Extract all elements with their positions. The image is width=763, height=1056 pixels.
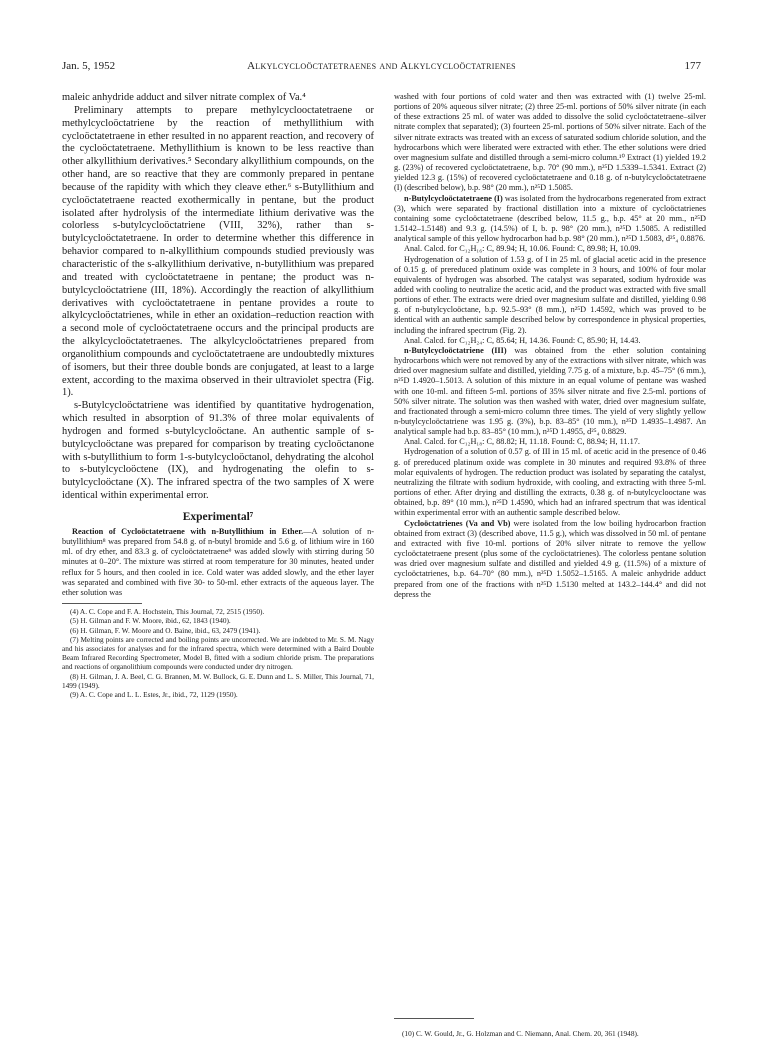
paragraph [394, 346, 706, 437]
footnote: (8) H. Gilman, J. A. Beel, C. G. Brannen, M. W. Bullock, G. E. Dunn and L. S. Miller, This Journal, 71, 1499 (1949). [62, 671, 374, 690]
experimental-text [62, 527, 374, 598]
paragraph-text: were isolated from the low boiling hydrocarbon fraction obtained from extract (3) (described above, 11.5 g.), which was dissolved in 50 ml. of pentane and extracted with five 10-ml. portions of 20% silver nitrate to remove the yellow cycloöctatetraene present (plus some of the cycloöctatrienes). The colorless pentane solution was dried over magnesium sulfate and distilled and yielded 4.9 g. (11.5%) of a mixture of cycloöctatrienes, b.p. 64–70° (80 mm.), n²⁵D 1.5052–1.5165. A maleic anhydride adduct prepared from one of the fractions with n²⁵D 1.5130 melted at 143.2–144.4° and did not depress the [394, 518, 706, 599]
footnotes [62, 607, 374, 699]
running-head-date: Jan. 5, 1952 [62, 60, 116, 72]
compound-heading: n-Butylcycloöctatetraene (I) [404, 193, 503, 203]
running-head-title: Alkylcycloöctatetraenes and Alkylcycloöctatrienes [247, 60, 516, 72]
footnote: (6) H. Gilman, F. W. Moore and O. Baine, ibid., 63, 2479 (1941). [70, 625, 261, 635]
paragraph: maleic anhydride adduct and silver nitrate complex of Va.⁴ [62, 92, 306, 103]
paragraph-text: was isolated from the hydrocarbons regenerated from extract (3), which were separated by fractional distillation into a mixture of cycloöctatrienes containing some cycloöctatetraene (described below, 11.5 g., b.p. 45° at 20 mm., n²⁵D 1.5142–1.5148) and 9.3 g. (14.5%) of I, b. p. 98° (20 mm.), n²⁵D 1.5085. A redistilled analytical sample of this yellow hydrocarbon had b.p. 98° (20 mm.), n²⁵D 1.5083, d²⁵₄ 0.8876. [394, 193, 706, 244]
footnote: (7) Melting points are corrected and boiling points are uncorrected. We are indebted to Mr. S. M. Nagy and his associates for analyses and for the infrared spectra, which were determined with a Baird Double Beam Infrared Recording Spectrometer, Model B, fitted with a sodium chloride prism. The preparations and reactions of organolithium compounds were conducted under dry nitrogen. [62, 634, 374, 672]
footnote: (9) A. C. Cope and L. L. Estes, Jr., ibid., 72, 1129 (1950). [70, 689, 238, 699]
paragraph: s-Butylcycloöctatriene was identified by quantitative hydrogenation, which resulted in absorption of 91.3% of three molar equivalents of hydrogen and formed s-butylcycloöctane. An authentic sample of s-butylcycloöctane was prepared for comparison by treating cycloöctanone with s-butyllithium to form 1-s-butylcycloöctanol, dehydrating the alcohol to s-butylcycloöctene (IX), and hydrogenating the olefin to s-butylcycloöctane (X). The infrared spectra of the two samples of X were identical within experimental error. [62, 400, 374, 502]
paragraph: Hydrogenation of a solution of 1.53 g. of I in 25 ml. of glacial acetic acid in the presence of 0.15 g. of prereduced platinum oxide was complete in 3 hours, and 100% of four molar equivalents of hydrogen was absorbed. The catalyst was separated, sodium hydroxide was added with cooling to neutralize the acetic acid, and the product was extracted with five small portions of ether. The extracts were dried over magnesium sulfate and distilled, yielding 0.98 g. of n-butylcycloöctane, b.p. 92.5–93° (8 mm.), n²⁵D 1.4592, which was proved to be identical with an authentic sample described below by correspondence in physical properties, including the infrared spectrum (Fig. 2). [394, 254, 706, 335]
analysis-line: Anal. Calcd. for C₁₂H₂₄: C, 85.64; H, 14.36. Found: C, 85.90; H, 14.43. [404, 335, 641, 345]
compound-heading: n-Butylcycloöctatriene (III) [404, 345, 507, 355]
footnote: (4) A. C. Cope and F. A. Hochstein, This Journal, 72, 2515 (1950). [70, 607, 265, 617]
running-head [62, 60, 701, 74]
paragraph: washed with four portions of cold water and then was extracted with (1) twelve 25-ml. portions of 20% aqueous silver nitrate; (2) three 25-ml. portions of 50% silver nitrate (in each of these extractions 25 ml. of water was added to dissolve the solid cycloöctatetraene–silver nitrate complex that separated); (3) fourteen 25-ml. portions of 50% silver nitrate. Each of the silver nitrate extracts was treated with an excess of saturated sodium chloride solution, and the hydrocarbons which were liberated were extracted with ether. The ether solutions were dried over magnesium sulfate and distilled through a semi-micro column.¹⁰ Extract (1) yielded 19.2 g. (23%) of recovered cycloöctatetraene, b.p. 70° (90 mm.), n²⁵D 1.5339–1.5341. Extract (2) yielded 12.3 g. (15%) of recovered cycloöctatetraene and 0.18 g. of n-butylcycloöctatetraene (I) (described below), b.p. 98° (20 mm.), n²⁵D 1.5085. [394, 92, 706, 193]
right-column [394, 92, 706, 600]
section-heading: Experimental⁷ [182, 511, 254, 523]
footnote: (5) H. Gilman and F. W. Moore, ibid., 62, 1843 (1940). [70, 616, 231, 626]
compound-heading: Cycloöctatrienes (Va and Vb) [404, 518, 511, 528]
page-number: 177 [684, 60, 701, 72]
analysis-line: Anal. Calcd. for C₁₂H₁₆: C, 89.94; H, 10.06. Found: C, 89.98; H, 10.09. [404, 244, 641, 254]
paragraph: Preliminary attempts to prepare methylcyclooctatetraene or methylcycloöctatriene by the reaction of methyllithium with cycloöctatetraene in ether resulted in no apparent reaction, and recovery of the cycloöctatetraene. Methyllithium is known to be less reactive than other alkyllithium derivatives.⁵ Secondary alkyllithium compounds, on the other hand, are so reactive that they are commonly prepared in pentane because of the rapidity with which they cleave ether.⁶ s-Butyllithium and cycloöctatetraene reacted exothermically in pentane, but the product isolated after hydrolysis of the intermediate lithium derivative was the colorless s-butylcycloöctatriene (VIII, 32%), rather than s-butylcycloöctatetraene. In order to determine whether this difference in behavior compared to n-alkyllithium compounds studied previously was characteristic of the s-alkyllithium derivative, n-butyllithium was prepared and treated with cycloöctatetraene in pentane; the product was n-butylcycloöctatriene (III, 18%). Accordingly the reaction of alkyllithium derivatives with cycloöctatetraene in pentane provides a route to alkylcycloöctatrienes, while in ether an oxidation–reduction reaction with a second mole of cycloöctatetraene occurs and the principal products are the alkylcycloöctatetraenes. The alkylcycloöctatrienes prepared from organolithium compounds and cycloöctatetraene are undoubtedly mixtures of isomers, but their three double bonds are conjugated, at least to a large extent, according to the maxima observed in their ultraviolet spectra (Fig. 1). [62, 104, 374, 399]
paragraph [394, 519, 706, 600]
paragraph-text: was obtained from the ether solution containing hydrocarbons which were not removed by any of the extractions with silver nitrate, which was dried over magnesium sulfate and distilled, yielding 7.75 g. of a mixture, b.p. 45–75° (6 mm.), n²⁵D 1.4920–1.5013. A solution of this mixture in an equal volume of pentane was washed with one 10-ml. and fifteen 5-ml. portions of 35% silver nitrate and five 2.5-ml. portions of 50% silver nitrate. The solution was then washed with water, dried over magnesium sulfate, and fractionated through a semi-micro column three times. The yield of very slightly yellow n-butylcycloöctatriene was 1.95 g. (3%), b.p. 83–85° (10 mm.), n²⁵D 1.4935–1.4987. An analytical sample had b.p. 83–85° (10 mm.), n²⁵D 1.4955, d²⁵₄ 0.8829. [394, 345, 706, 437]
footnote-rule [394, 1018, 474, 1019]
discussion-text [62, 92, 374, 503]
paragraph: Hydrogenation of a solution of 0.57 g. of III in 15 ml. of acetic acid in the presence of 0.46 g. of prereduced platinum oxide was complete in 30 minutes and required 93.8% of three molar equivalents of hydrogen. The reduction product was isolated by separating the catalyst, neutralizing the filtrate with sodium hydroxide, with cooling, and extracting with three 5-ml. portions of ether. After drying and distilling the extracts, 0.38 g. of n-butylcyclooctane was obtained, b.p. 89° (10 mm.), n²⁵D 1.4590, which had an infrared spectrum that was identical within experimental error with an authentic sample described below. [394, 447, 706, 518]
left-column [62, 92, 374, 699]
procedure-text: —A solution of n-butyllithium⁸ was prepared from 54.8 g. of n-butyl bromide and 5.6 g. of lithium wire in 160 ml. of dry ether, and 83.3 g. of cycloöctatetraene⁹ was added slowly with stirring during 50 minutes at 0–20°. The mixture was stirred at room temperature for 30 minutes, heated under reflux for 5 hours, and then cooled in ice. Cold water was added slowly, and the ether layer was separated and combined with five 30- to 50-ml. ether extracts of the aqueous layer. The ether solution was [62, 527, 375, 597]
analysis-line: Anal. Calcd. for C₁₂H₁₈: C, 88.82; H, 11.18. Found: C, 88.94; H, 11.17. [404, 437, 640, 447]
footnote: (10) C. W. Gould, Jr., G. Holzman and C. Niemann, Anal. Chem. 20, 361 (1948). [402, 1029, 639, 1039]
procedure-heading: Reaction of Cycloöctatetraene with n-Butyllithium in Ether. [72, 527, 304, 536]
footnote-rule [62, 603, 142, 604]
paragraph [394, 194, 706, 245]
paragraph [62, 527, 374, 598]
